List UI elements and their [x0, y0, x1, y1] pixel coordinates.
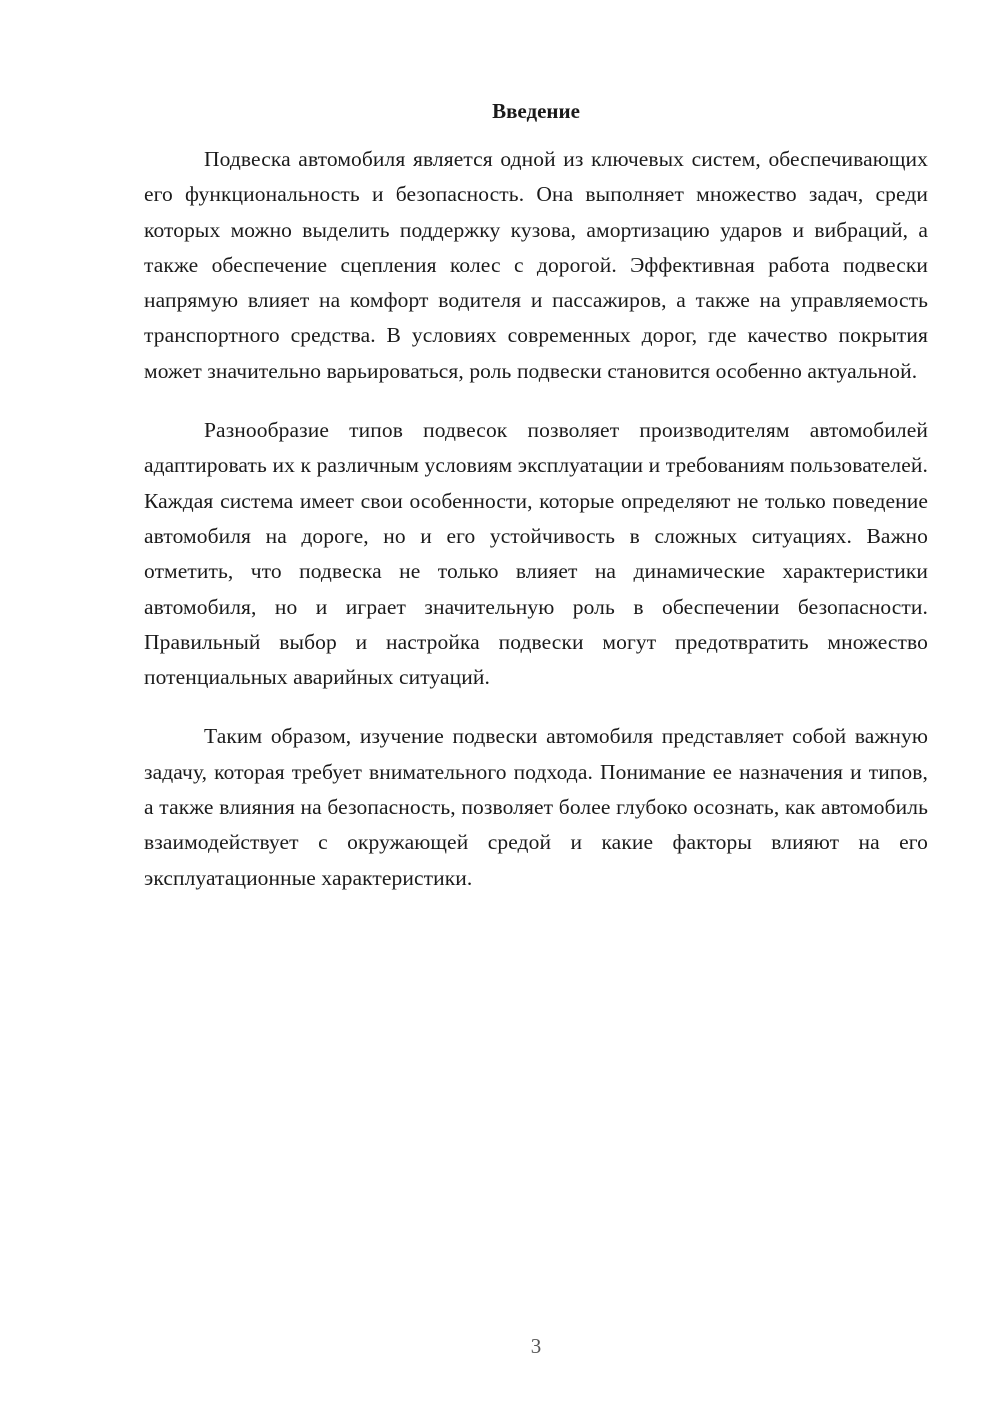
- page-number: 3: [530, 1334, 542, 1358]
- paragraph-1: Подвеска автомобиля является одной из ключевых систем, обеспечивающих его функциональность и безопасность. Она выполняет множество задач, среди которых можно выделить поддержку кузова, амортизацию ударов и вибраций, а также обеспечение сцепления колес с дорогой. Эффективная работа подвески напрямую влияет на комфорт водителя и пассажиров, а также на управляемость транспортного средства. В условиях современных дорог, где качество покрытия может значительно варьироваться, роль подвески становится особенно актуальной.: [144, 147, 928, 383]
- paragraph-3: Таким образом, изучение подвески автомобиля представляет собой важную задачу, которая требует внимательного подхода. Понимание ее назначения и типов, а также влияния на безопасность, позволяет более глубоко осознать, как автомобиль взаимодействует с окружающей средой и какие факторы влияют на его эксплуатационные характеристики.: [144, 724, 928, 890]
- body-text: [144, 142, 928, 896]
- paragraph-2: Разнообразие типов подвесок позволяет производителям автомобилей адаптировать их к различным условиям эксплуатации и требованиям пользователей. Каждая система имеет свои особенности, которые определяют не только поведение автомобиля на дороге, но и его устойчивость в сложных ситуациях. Важно отметить, что подвеска не только влияет на динамические характеристики автомобиля, но и играет значительную роль в обеспечении безопасности. Правильный выбор и настройка подвески могут предотвратить множество потенциальных аварийных ситуаций.: [144, 418, 928, 690]
- section-heading: Введение: [492, 99, 580, 123]
